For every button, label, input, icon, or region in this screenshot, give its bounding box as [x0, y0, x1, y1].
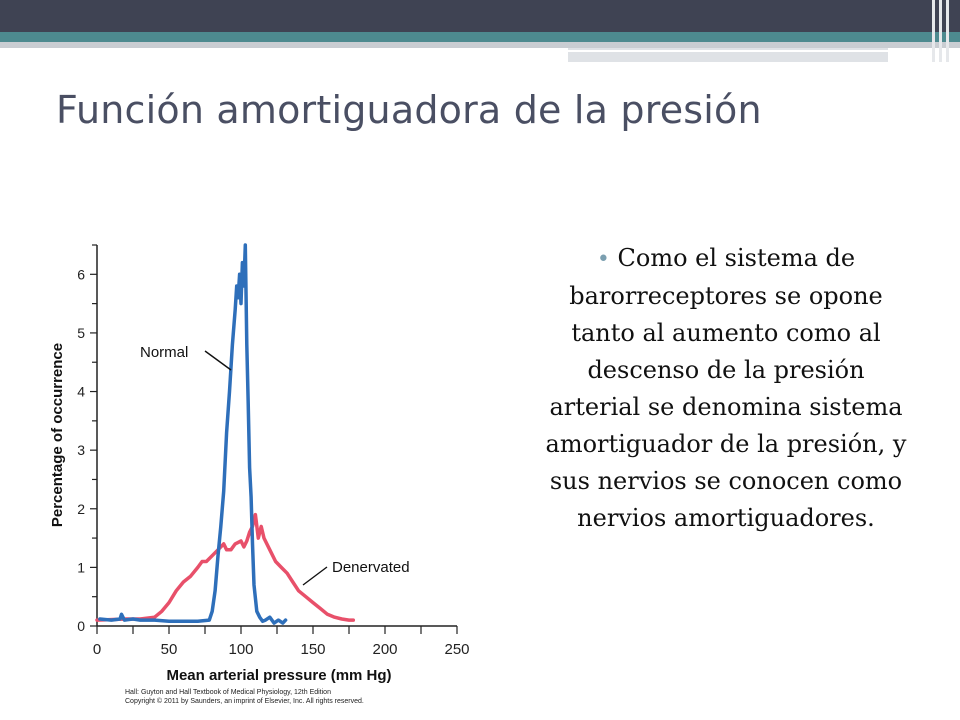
y-tick-label: 5 [77, 324, 85, 341]
series-line-normal [100, 245, 286, 623]
y-tick-label: 0 [77, 618, 85, 634]
y-axis-label: Percentage of occurrence [49, 342, 66, 528]
chart-series [97, 245, 353, 623]
annotation-denervated: Denervated [332, 559, 410, 576]
credit-line-1: Hall: Guyton and Hall Textbook of Medical Physiology, 12th Edition [125, 689, 331, 696]
annotation-normal: Normal [140, 344, 189, 361]
x-tick-label: 50 [160, 641, 178, 658]
bullet-text: Como el sistema de barorreceptores se opone tanto al aumento como al descenso de la presión arterial se denomina sistema amortiguador de la presión, y sus nervios se conocen como nervios amortiguadores. [545, 244, 907, 532]
bullet-icon: • [596, 247, 610, 272]
y-tick-label: 4 [77, 383, 85, 400]
y-tick-label: 2 [77, 500, 85, 517]
x-tick-label: 100 [228, 641, 254, 658]
slide-accent-line [568, 50, 888, 52]
x-tick-label: 150 [300, 641, 326, 658]
series-line-denervated [97, 515, 353, 621]
annotation-leader-denervated [303, 567, 327, 585]
bullet-point [540, 240, 912, 537]
y-tick-label: 3 [77, 442, 85, 459]
x-tick-label: 250 [444, 641, 470, 658]
y-tick-label: 6 [77, 266, 85, 283]
slide-accent-vbar [939, 0, 942, 62]
credit-line-2: Copyright © 2011 by Saunders, an imprint of Elsevier, Inc. All rights reserved. [125, 698, 364, 705]
slide-accent-vbar [932, 0, 935, 62]
annotation-leader-normal [205, 351, 231, 370]
x-tick-label: 0 [92, 641, 102, 658]
slide-title: Función amortiguadora de la presión [56, 88, 762, 132]
y-tick-label: 1 [77, 559, 85, 576]
slide-accent-vbar [946, 0, 949, 62]
x-axis-label: Mean arterial pressure (mm Hg) [166, 667, 392, 684]
x-tick-label: 200 [372, 641, 398, 658]
